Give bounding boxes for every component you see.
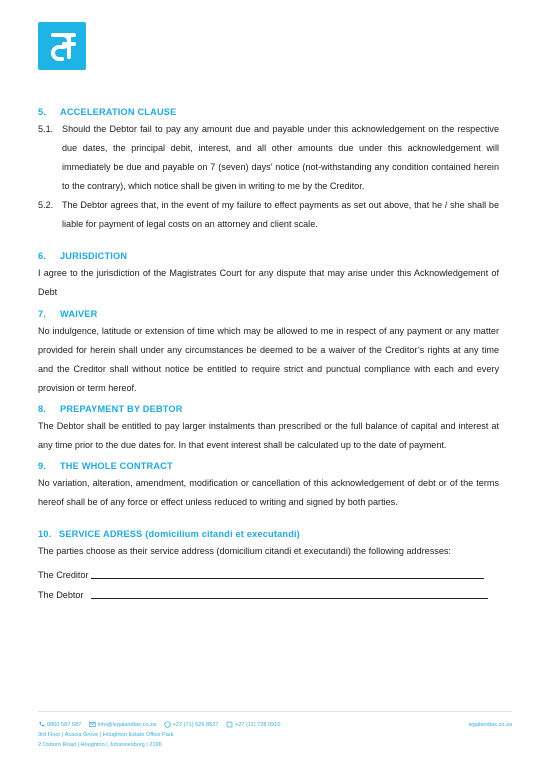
section-heading-acceleration — [38, 104, 499, 120]
section-number: 8. — [38, 404, 47, 414]
creditor-address-line[interactable] — [91, 567, 484, 579]
page-footer — [38, 711, 512, 750]
footer-whatsapp[interactable]: +27 (71) 526 8527 — [172, 722, 219, 728]
section-heading-prepayment — [38, 401, 499, 417]
whole-contract-text: No variation, alteration, amendment, modification or cancellation of this acknowledgement of debt or of the terms hereof shall be of any force or effect unless reduced to writing and signed by both parties. — [38, 478, 499, 507]
section-title: JURISDICTION — [60, 251, 128, 261]
footer-email[interactable]: info@legalandtax.co.za — [97, 722, 157, 728]
section-title: WAIVER — [60, 309, 98, 319]
footer-fax[interactable]: +27 (11) 728 0910 — [235, 722, 281, 728]
clause-5-2 — [38, 196, 499, 234]
clause-text: The Debtor agrees that, in the event of my failure to effect payments as set out above, that he / she shall be liable for payment of legal costs on an attorney and client scale. — [62, 200, 499, 229]
phone-icon — [38, 721, 45, 728]
section-number: 7. — [38, 309, 47, 319]
debtor-address-line[interactable] — [91, 587, 488, 599]
section-number: 10. — [38, 529, 52, 539]
fax-icon — [226, 721, 233, 728]
section-title: ACCELERATION CLAUSE — [60, 107, 177, 117]
creditor-address-row — [38, 567, 499, 583]
section-heading-waiver — [38, 306, 499, 322]
clause-number: 5.1. — [38, 124, 54, 134]
section-number: 9. — [38, 461, 47, 471]
waiver-text: No indulgence, latitude or extension of time which may be allowed to me in respect of any payment or any matter provided for herein shall under any circumstances be deemed to be a waiver of the Creditor’s rights at any time and the Creditor shall without notice be entitled to require strict and punctual compliance with each and every provision or term hereof. — [38, 326, 499, 393]
ef-monogram-logo-icon — [38, 22, 86, 70]
footer-phone[interactable]: 0860 587 587 — [47, 722, 82, 728]
section-title: PREPAYMENT BY DEBTOR — [60, 404, 183, 414]
clause-text: Should the Debtor fail to pay any amount due and payable under this acknowledgement on the respective due dates, the principal debit, interest, and all other amounts due under this acknowledgement will immediately be due and payable on 7 (seven) days’ notice (not-withstanding any condition contained herein to the contrary), which notice shall be given in writing to me by the Creditor. — [62, 124, 499, 191]
section-heading-whole-contract — [38, 458, 499, 474]
footer-address-line-2: 2 Osborn Road | Houghton | Johannesburg | 2196 — [38, 742, 162, 748]
footer-website[interactable]: legalandtax.co.za — [468, 722, 512, 728]
section-number: 5. — [38, 107, 47, 117]
whatsapp-icon — [164, 721, 171, 728]
document-body — [38, 104, 499, 603]
clause-5-1 — [38, 120, 499, 196]
service-address-text: The parties choose as their service address (domicilium citandi et executandi) the following addresses: — [38, 546, 451, 556]
section-title: THE WHOLE CONTRACT — [60, 461, 173, 471]
jurisdiction-text: I agree to the jurisdiction of the Magistrates Court for any dispute that may arise under this Acknowledgement of Debt — [38, 268, 499, 297]
clause-number: 5.2. — [38, 200, 54, 210]
section-number: 6. — [38, 251, 47, 261]
section-heading-jurisdiction — [38, 248, 499, 264]
debtor-label: The Debtor — [38, 590, 84, 600]
creditor-label: The Creditor — [38, 570, 89, 580]
footer-address-line-1: 3rd Floor | Acacia Grove | Houghton Estate Office Park — [38, 732, 174, 738]
section-title: SERVICE ADRESS (domicilium citandi et executandi) — [59, 529, 301, 539]
company-logo — [38, 22, 86, 70]
email-icon — [89, 721, 96, 728]
debtor-address-row — [38, 587, 499, 603]
prepayment-text: The Debtor shall be entitled to pay larger instalments than prescribed or the full balance of capital and interest at any time prior to the due dates for. In that event interest shall be calculated up to the date of payment. — [38, 421, 499, 450]
section-heading-service-address — [38, 526, 499, 542]
